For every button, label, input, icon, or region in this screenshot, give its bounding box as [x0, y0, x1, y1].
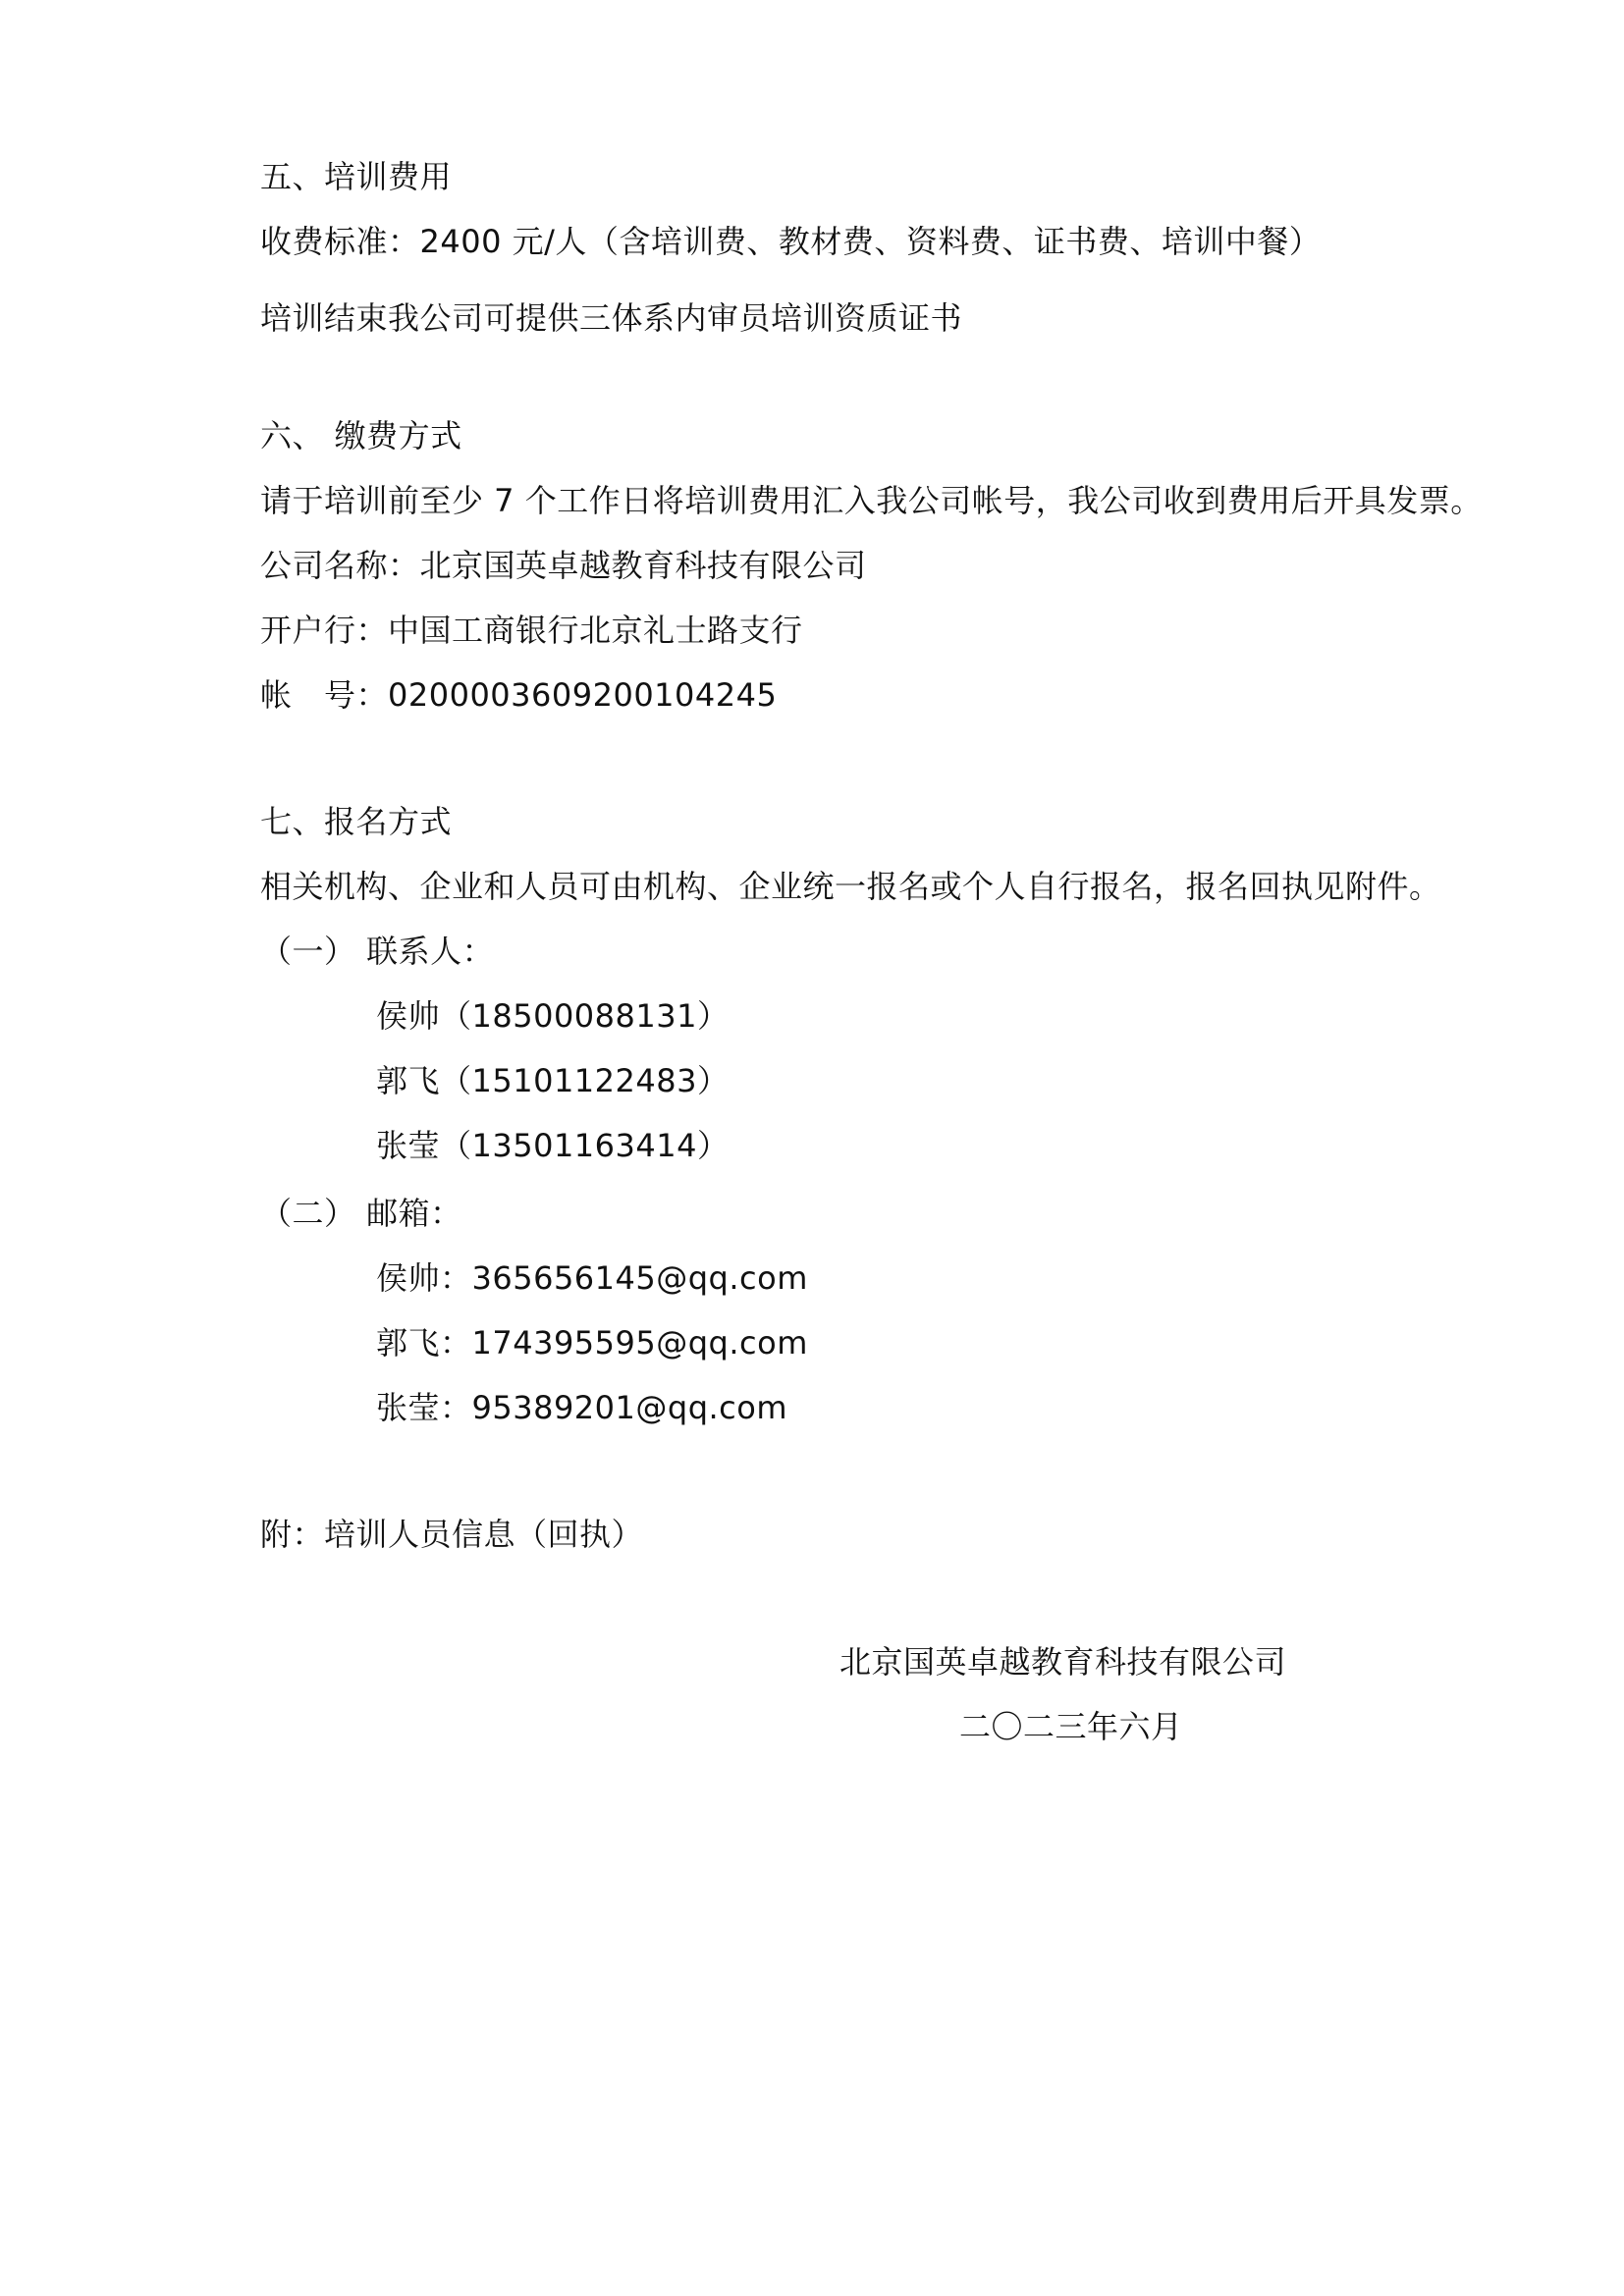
- contacts-heading: （一） 联系人：: [260, 933, 495, 970]
- contact-item: 张莹（13501163414）: [376, 1127, 730, 1164]
- section6-heading: 六、 缴费方式: [260, 417, 462, 454]
- email-item: 侯帅：365656145@qq.com: [376, 1259, 808, 1297]
- email-item: 张莹：95389201@qq.com: [376, 1389, 788, 1426]
- account-number: 帐 号：0200003609200104245: [260, 676, 778, 714]
- registration-instruction: 相关机构、企业和人员可由机构、企业统一报名或个人自行报名，报名回执见附件。: [260, 868, 1441, 905]
- section7-heading: 七、报名方式: [260, 803, 453, 840]
- company-name: 公司名称：北京国英卓越教育科技有限公司: [260, 547, 867, 584]
- signature-date: 二〇二三年六月: [959, 1708, 1183, 1745]
- payment-instruction: 请于培训前至少 7 个工作日将培训费用汇入我公司帐号，我公司收到费用后开具发票。: [260, 482, 1483, 519]
- contact-item: 侯帅（18500088131）: [376, 997, 730, 1035]
- certificate-note: 培训结束我公司可提供三体系内审员培训资质证书: [260, 299, 963, 337]
- emails-heading: （二） 邮箱：: [260, 1195, 462, 1232]
- attachment-note: 附：培训人员信息（回执）: [260, 1516, 644, 1553]
- signature-company: 北京国英卓越教育科技有限公司: [839, 1643, 1287, 1681]
- email-item: 郭飞：174395595@qq.com: [376, 1324, 808, 1362]
- contact-item: 郭飞（15101122483）: [376, 1062, 730, 1099]
- section5-heading: 五、培训费用: [260, 158, 453, 195]
- fee-standard: 收费标准：2400 元/人（含培训费、教材费、资料费、证书费、培训中餐）: [260, 223, 1322, 260]
- bank-name: 开户行：中国工商银行北京礼士路支行: [260, 612, 803, 649]
